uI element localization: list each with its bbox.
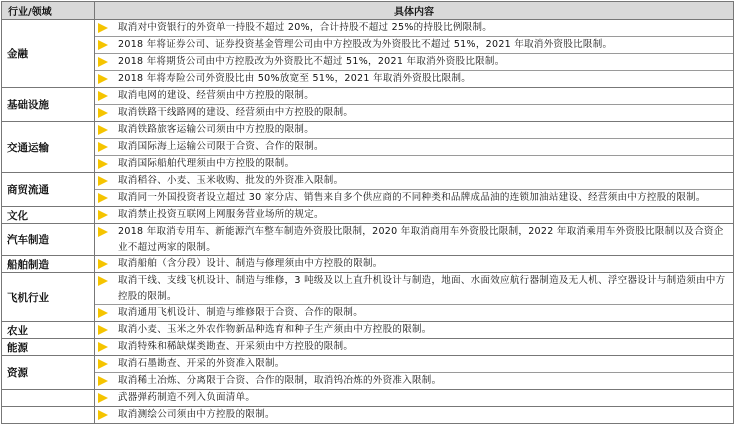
item-text: 取消石墨勘查、开采的外资准入限制。: [118, 358, 285, 369]
sector-items: [95, 122, 734, 173]
item-text: 取消国际海上运输公司限于合资、合作的限制。: [118, 141, 324, 152]
list-item: [95, 305, 733, 321]
sector-label: 能源: [2, 339, 95, 356]
sector-label: 资源: [2, 356, 95, 390]
sector-items: [95, 390, 734, 407]
arrow-bullet-icon: [98, 159, 108, 169]
list-item: [95, 407, 733, 423]
item-text: 取消稀土冶炼、分离限于合资、合作的限制，取消钨冶炼的外资准入限制。: [118, 375, 442, 386]
list-item: [95, 390, 733, 406]
sector-label: 基础设施: [2, 88, 95, 122]
list-item: [95, 105, 733, 121]
item-text: 取消对中资银行的外资单一持股不超过 20%，合计持股不超过 25%的持股比例限制。: [118, 22, 493, 33]
arrow-bullet-icon: [98, 227, 108, 237]
sector-label: 农业: [2, 322, 95, 339]
arrow-bullet-icon: [98, 142, 108, 152]
list-item: [95, 373, 733, 389]
policy-table: [1, 1, 734, 424]
arrow-bullet-icon: [98, 393, 108, 403]
sector-items: [95, 224, 734, 256]
item-text: 取消测绘公司须由中方控股的限制。: [118, 409, 275, 420]
list-item: [95, 156, 733, 172]
sector-label: 船舶制造: [2, 256, 95, 273]
arrow-bullet-icon: [98, 74, 108, 84]
table-row: [2, 273, 734, 322]
table-row: [2, 207, 734, 224]
arrow-bullet-icon: [98, 210, 108, 220]
sector-items: [95, 173, 734, 207]
sector-items: [95, 273, 734, 322]
item-text: 取消同一外国投资者设立超过 30 家分店、销售来自多个供应商的不同种类和品牌成品油的连锁加油站建设、经营须由中方控股的限制。: [118, 192, 706, 203]
list-item: [95, 122, 733, 139]
arrow-bullet-icon: [98, 308, 108, 318]
arrow-bullet-icon: [98, 40, 108, 50]
sector-label: 商贸流通: [2, 173, 95, 207]
table-row: [2, 256, 734, 273]
table-row: [2, 20, 734, 88]
list-item: [95, 356, 733, 373]
item-text: 取消铁路干线路网的建设、经营须由中方控股的限制。: [118, 107, 354, 118]
sector-label: 汽车制造: [2, 224, 95, 256]
header-content: 具体内容: [95, 2, 734, 20]
list-item: [95, 256, 733, 272]
arrow-bullet-icon: [98, 342, 108, 352]
sector-items: [95, 407, 734, 424]
table-row: [2, 224, 734, 256]
sector-label: 文化: [2, 207, 95, 224]
arrow-bullet-icon: [98, 57, 108, 67]
sector-label: [2, 390, 95, 407]
item-text: 取消船舶（含分段）设计、制造与修理须由中方控股的限制。: [118, 258, 383, 269]
table-row: [2, 356, 734, 390]
sector-items: [95, 88, 734, 122]
arrow-bullet-icon: [98, 359, 108, 369]
list-item: [95, 88, 733, 105]
list-item: [95, 224, 733, 255]
item-text: 取消通用飞机设计、制造与维修限于合资、合作的限制。: [118, 307, 364, 318]
arrow-bullet-icon: [98, 125, 108, 135]
arrow-bullet-icon: [98, 276, 108, 286]
arrow-bullet-icon: [98, 193, 108, 203]
list-item: [95, 71, 733, 87]
arrow-bullet-icon: [98, 108, 108, 118]
sector-items: [95, 207, 734, 224]
list-item: [95, 207, 733, 223]
table-row: [2, 322, 734, 339]
sector-items: [95, 20, 734, 88]
item-text: 取消国际船舶代理须由中方控股的限制。: [118, 158, 295, 169]
sector-label: [2, 407, 95, 424]
item-text: 2018 年将证券公司、证券投资基金管理公司由中方控股改为外资股比不超过 51%，2021 年取消外资股比限制。: [118, 39, 613, 50]
sector-label: 飞机行业: [2, 273, 95, 322]
item-text: 2018 年将寿险公司外资股比由 50%放宽至 51%，2021 年取消外资股比限制。: [118, 73, 472, 84]
list-item: [95, 339, 733, 355]
item-text: 武器弹药制造不列入负面清单。: [118, 392, 256, 403]
sector-label: 金融: [2, 20, 95, 88]
item-text: 取消禁止投资互联网上网服务营业场所的规定。: [118, 209, 324, 220]
item-text: 取消电网的建设、经营须由中方控股的限制。: [118, 90, 315, 101]
item-text: 取消稻谷、小麦、玉米收购、批发的外资准入限制。: [118, 175, 344, 186]
sector-items: [95, 339, 734, 356]
sector-items: [95, 256, 734, 273]
item-text: 取消铁路旅客运输公司须由中方控股的限制。: [118, 124, 315, 135]
list-item: [95, 190, 733, 206]
item-text: 2018 年将期货公司由中方控股改为外资股比不超过 51%，2021 年取消外资股比限制。: [118, 56, 505, 67]
sector-items: [95, 356, 734, 390]
list-item: [95, 20, 733, 37]
table-row: [2, 122, 734, 173]
sector-items: [95, 322, 734, 339]
list-item: [95, 139, 733, 156]
item-text: 取消干线、支线飞机设计、制造与维修，3 吨级及以上直升机设计与制造，地面、水面效应航行器制造及无人机、浮空器设计与制造须由中方控股的限制。: [118, 275, 726, 302]
table-row: [2, 173, 734, 207]
table-row: [2, 390, 734, 407]
sector-label: 交通运输: [2, 122, 95, 173]
list-item: [95, 273, 733, 305]
arrow-bullet-icon: [98, 410, 108, 420]
arrow-bullet-icon: [98, 376, 108, 386]
list-item: [95, 54, 733, 71]
arrow-bullet-icon: [98, 23, 108, 33]
header-sector: 行业/领域: [2, 2, 95, 20]
table-row: [2, 339, 734, 356]
list-item: [95, 173, 733, 190]
list-item: [95, 37, 733, 54]
arrow-bullet-icon: [98, 176, 108, 186]
arrow-bullet-icon: [98, 91, 108, 101]
item-text: 取消特殊和稀缺煤类勘查、开采须由中方控股的限制。: [118, 341, 354, 352]
table-row: [2, 88, 734, 122]
table-body: [2, 20, 734, 424]
item-text: 取消小麦、玉米之外农作物新品种选育和种子生产须由中方控股的限制。: [118, 324, 432, 335]
list-item: [95, 322, 733, 338]
table-header-row: [2, 2, 734, 20]
arrow-bullet-icon: [98, 325, 108, 335]
item-text: 2018 年取消专用车、新能源汽车整车制造外资股比限制，2020 年取消商用车外资股比限制，2022 年取消乘用车外资股比限制以及合资企业不超过两家的限制。: [118, 226, 724, 253]
table-row: [2, 407, 734, 424]
arrow-bullet-icon: [98, 259, 108, 269]
